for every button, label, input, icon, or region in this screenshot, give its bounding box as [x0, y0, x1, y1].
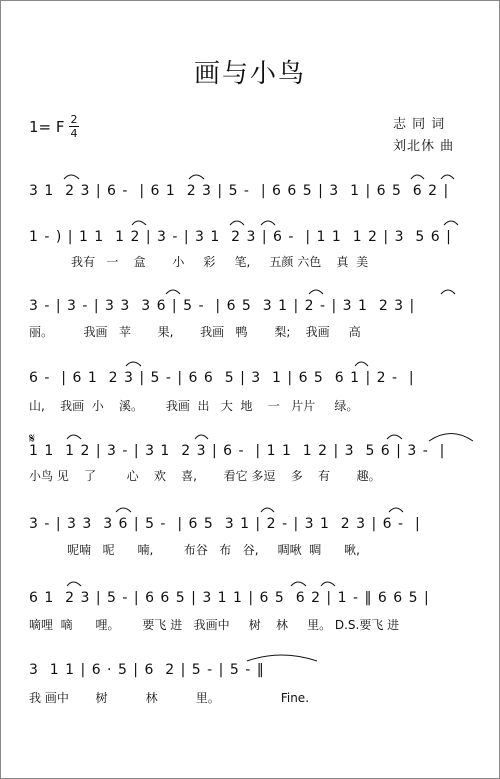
tie-arc: [309, 290, 323, 294]
tie-arc: [189, 175, 204, 179]
composer-credit: 刘北休 曲: [393, 139, 455, 154]
notation-line: 3 - | 3 - | 3 3 3 6 | 5 - | 6 5 3 1 | 2 - | 3 1 2 3 |: [29, 298, 416, 314]
tie-arc: [355, 362, 368, 366]
tie-arc: [291, 582, 306, 586]
notation-line: 3 - | 3 3 3 6 | 5 - | 6 5 3 1 | 2 - | 3 1 2 3 | 6 - |: [29, 516, 421, 532]
lyric-line: 山, 我画 小 溪。 我画 出 大 地 一 片片 绿。: [29, 399, 359, 413]
lyric-line: 我有 一 盒 小 彩 笔, 五颜 六色 真 美: [29, 255, 369, 269]
key-signature: 1= F: [29, 118, 65, 136]
notation-line: 1 1 1 2 | 3 - | 3 1 2 3 | 6 - | 1 1 1 2 | 3 5 6 | 3 - |: [29, 443, 446, 459]
tie-arc: [64, 175, 79, 179]
lyric-line: 嘀哩 嘀 哩。 要飞 进 我画中 树 林 里。 D.S.要飞 进: [29, 618, 400, 632]
tie-arc: [67, 435, 81, 439]
tie-arc: [195, 435, 208, 439]
notation-line: 3 1 2 3 | 6 - | 6 1 2 3 | 5 - | 6 6 5 | 3 1 | 6 5 6 2 |: [29, 183, 450, 199]
time-signature-bottom: 4: [70, 127, 78, 140]
notation-line: 1 - ) | 1 1 1 2 | 3 - | 3 1 2 3 | 6 - | 1 1 1 2 | 3 5 6 |: [29, 229, 452, 245]
lyric-line: 丽。 我画 苹 果, 我画 鸭 梨; 我画 高: [29, 325, 361, 339]
notation-line: 3 1 1 | 6 · 5 | 6 2 | 5 - | 5 - ‖: [29, 662, 265, 678]
tie-arc: [116, 508, 131, 512]
tie-arc: [321, 582, 335, 586]
tie-arc: [132, 221, 146, 225]
tie-arc: [261, 508, 274, 512]
tie-arc: [67, 582, 81, 586]
tie-arc: [441, 290, 455, 294]
tie-arc: [230, 221, 244, 225]
slur-ties-overlay: [1, 1, 499, 778]
tie-arc: [444, 221, 458, 225]
notation-line: 6 1 2 3 | 5 - | 6 6 5 | 3 1 1 | 6 5 6 2 | 1 - ‖ 6 6 5 |: [29, 590, 430, 606]
tie-arc: [261, 221, 275, 225]
tie-arc: [429, 434, 473, 442]
lyric-line: 呢喃 呢 喃, 布谷 布 谷, 啁啾 啁 啾,: [29, 543, 360, 557]
time-signature-top: 2: [70, 113, 78, 126]
segno-sign: 𝄋: [29, 431, 36, 447]
notation-line: 6 - | 6 1 2 3 | 5 - | 6 6 5 | 3 1 | 6 5 6 1 | 2 - |: [29, 370, 415, 386]
lyric-line: 小鸟 见 了 心 欢 喜, 看它 多逗 多 有 趣。: [29, 469, 381, 483]
tie-arc: [411, 175, 424, 179]
lyric-line: 我 画中 树 林 里。 Fine.: [29, 691, 310, 705]
tie-arc: [389, 508, 403, 512]
tie-arc: [387, 435, 402, 439]
tie-arc: [126, 362, 141, 366]
lyricist-credit: 志 同 词: [393, 117, 446, 132]
song-title: 画与小鸟: [193, 59, 306, 89]
tie-arc: [166, 290, 180, 294]
tie-arc: [247, 655, 317, 661]
tie-arc: [441, 175, 454, 179]
